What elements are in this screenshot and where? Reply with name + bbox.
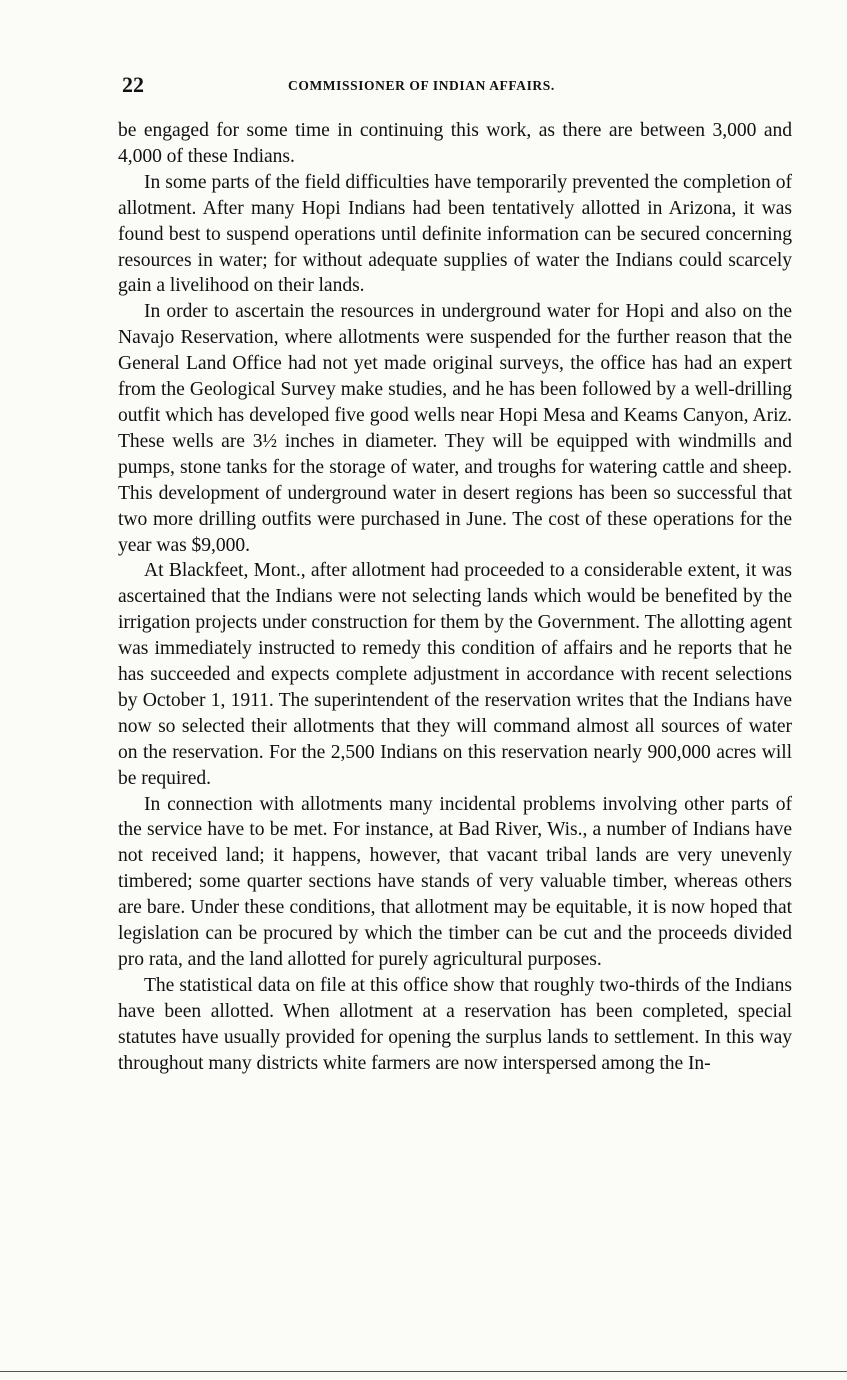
- page-bottom-edge: [0, 1371, 847, 1372]
- paragraph-underground-water: In order to ascertain the resources in underground water for Hopi and also on the Navajo Reservation, where allotments were suspended for the further reason that the General Land Office had not yet made original surveys, the office has had an expert from the Geological Survey make studies, and he has been followed by a well-drilling outfit which has developed five good wells near Hopi Mesa and Keams Canyon, Ariz. These wells are 3½ inches in diameter. They will be equipped with windmills and pumps, stone tanks for the storage of water, and troughs for watering cattle and sheep. This development of underground water in desert regions has been so successful that two more drilling outfits were purchased in June. The cost of these operations for the year was $9,000.: [118, 301, 792, 556]
- paragraph-hopi-allotment: In some parts of the field difficulties have temporarily prevented the completion of allotment. After many Hopi Indians had been tentatively allotted in Arizona, it was found best to suspend operations until definite information can be secured concerning resources in water; for without adequate supplies of water the Indians could scarcely gain a livelihood on their lands.: [118, 171, 792, 297]
- paragraph-continuation: be engaged for some time in continuing this work, as there are between 3,000 and 4,000 of these Indians.: [118, 120, 792, 167]
- page-header: [122, 72, 792, 98]
- paragraph-bad-river: In connection with allotments many incidental problems involving other parts of the service have to be met. For instance, at Bad River, Wis., a number of Indians have not received land; it happens, however, that vacant tribal lands are very unevenly timbered; some quarter sections have stands of very valuable timber, whereas others are bare. Under these conditions, that allotment may be equitable, it is now hoped that legislation can be procured by which the timber can be cut and the proceeds divided pro rata, and the land allotted for purely agricultural purposes.: [118, 793, 792, 970]
- paragraph-statistical-data: The statistical data on file at this office show that roughly two-thirds of the Indians have been allotted. When allotment at a reservation has been completed, special statutes have usually provided for opening the surplus lands to settlement. In this way throughout many districts white farmers are now interspersed among the In-: [118, 974, 792, 1074]
- paragraph-blackfeet: At Blackfeet, Mont., after allotment had proceeded to a considerable extent, it was ascertained that the Indians were not selecting lands which would be benefited by the irrigation projects under construction for them by the Government. The allotting agent was immediately instructed to remedy this condition of affairs and he reports that he has succeeded and expects complete adjustment in accordance with recent selections by October 1, 1911. The superintendent of the reservation writes that the Indians have now so selected their allotments that they will command almost all sources of water on the reservation. For the 2,500 Indians on this reservation nearly 900,000 acres will be required.: [118, 560, 792, 789]
- body-text: [118, 118, 792, 1077]
- running-head: COMMISSIONER OF INDIAN AFFAIRS.: [288, 78, 555, 93]
- page-number: 22: [122, 72, 144, 97]
